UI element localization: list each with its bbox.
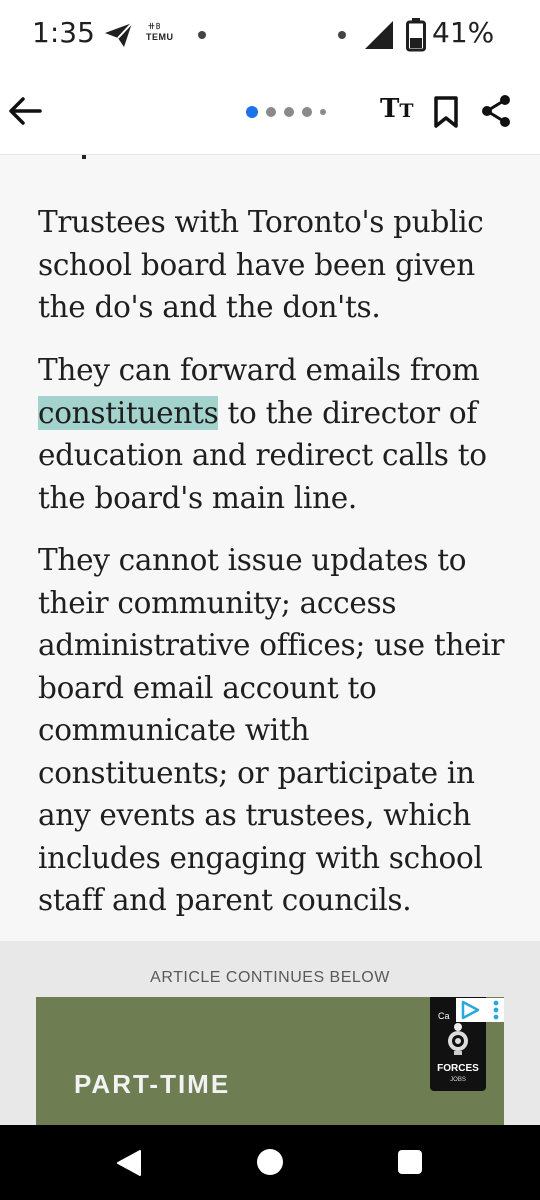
temu-top-text: ꔠꕗ: [148, 22, 162, 31]
telegram-send-icon: [104, 22, 134, 48]
share-icon[interactable]: [480, 94, 512, 128]
text-size-icon[interactable]: [380, 94, 414, 124]
bookmark-icon[interactable]: [432, 96, 460, 128]
notification-dot-icon: [198, 31, 206, 39]
paragraph-2-start: They can forward emails from: [38, 353, 480, 387]
cut-off-text-fragment: [82, 155, 86, 159]
ad-area: [0, 941, 540, 1125]
page-dot: [302, 107, 312, 117]
article-body[interactable]: [0, 155, 540, 941]
nav-home-icon[interactable]: [257, 1149, 283, 1175]
temu-app-icon: [146, 22, 178, 46]
system-nav-bar: [0, 1125, 540, 1200]
status-bar: [0, 0, 540, 70]
signal-icon: [364, 20, 394, 50]
paragraph-1: Trustees with Toronto's public school board have been given the do's and the don'ts.: [38, 205, 484, 324]
nav-recents-icon[interactable]: [398, 1150, 422, 1174]
logo-top-text: Ca: [438, 1011, 450, 1021]
ad-choices-icon[interactable]: [459, 999, 481, 1021]
logo-jobs-text: JOBS: [450, 1077, 466, 1083]
forces-crest-icon: [445, 1021, 471, 1057]
ad-banner[interactable]: [36, 997, 504, 1125]
status-time: 1:35: [32, 16, 95, 49]
paragraph-2-end: to the director of education and redirect calls to the board's main line.: [38, 395, 487, 515]
ad-choices-badge[interactable]: [456, 998, 504, 1022]
ad-menu-icon[interactable]: [492, 999, 500, 1021]
text-size-small: T: [399, 100, 414, 122]
page-dot: [284, 107, 294, 117]
page-dot: [266, 107, 276, 117]
paragraph-2: [38, 349, 508, 519]
page-indicator: [246, 106, 336, 118]
ad-label: ARTICLE CONTINUES BELOW: [150, 969, 390, 986]
temu-bottom-text: TEMU: [146, 32, 174, 42]
battery-percent: 41%: [432, 16, 495, 49]
battery-icon: [406, 18, 426, 52]
app-bar: [0, 70, 540, 155]
ad-headline: PART-TIME: [74, 1069, 231, 1099]
text-size-big: T: [380, 94, 400, 124]
nav-back-icon[interactable]: [116, 1149, 142, 1177]
paragraph-3: They cannot issue updates to their community; access administrative offices; use their board email account to communicate with constituents; or participate in any events as trustees, which includes engaging with school staff and parent councils.: [38, 543, 505, 917]
page-dot-small: [320, 109, 326, 115]
page-dot-active: [246, 106, 258, 118]
logo-forces-text: FORCES: [437, 1063, 479, 1074]
back-arrow-icon[interactable]: [8, 94, 42, 128]
notification-dot-icon: [338, 31, 346, 39]
highlighted-word[interactable]: constituents: [38, 395, 219, 430]
